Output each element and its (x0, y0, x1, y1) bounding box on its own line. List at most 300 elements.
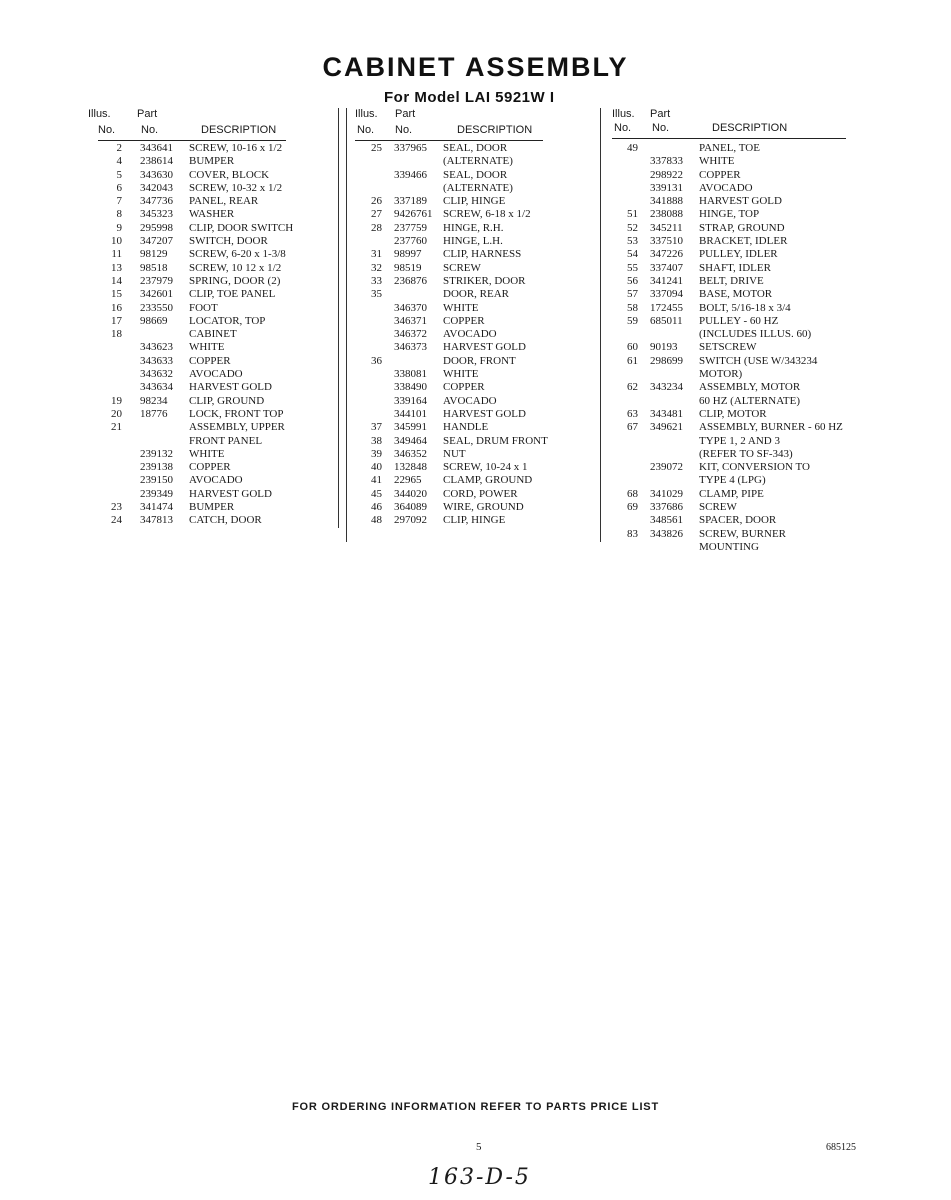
part-row (100, 408, 332, 421)
illus-no: 59 (627, 314, 638, 327)
part-no: 239150 (140, 474, 173, 487)
description: BASE, MOTOR (699, 288, 773, 301)
illus-no: 48 (371, 514, 382, 527)
description: COPPER (443, 314, 485, 327)
part-row (100, 302, 332, 315)
document-code: 685125 (826, 1142, 856, 1153)
description: SWITCH, DOOR (189, 235, 268, 248)
part-no: 337510 (650, 235, 683, 248)
header-part-no: No. (652, 122, 670, 134)
column-divider (338, 108, 339, 528)
header-rule (98, 140, 286, 141)
part-no: 348561 (650, 514, 683, 527)
description: ASSEMBLY, UPPER (189, 421, 285, 434)
description: TYPE 4 (LPG) (699, 474, 766, 487)
description: SCREW, 6-18 x 1/2 (443, 208, 531, 221)
illus-no: 56 (627, 274, 638, 287)
part-row (100, 448, 332, 461)
description: SEAL, DOOR (443, 168, 508, 181)
part-no: 346372 (394, 328, 427, 341)
column-header (355, 108, 595, 142)
description: WASHER (189, 208, 235, 221)
model-subtitle: For Model LAI 5921W I (384, 89, 555, 106)
part-no: 98997 (394, 248, 422, 261)
part-no: 347226 (650, 248, 683, 261)
part-row (100, 435, 332, 448)
part-no: 239349 (140, 487, 173, 500)
column-header (612, 108, 872, 142)
illus-no: 6 (116, 181, 122, 194)
part-row (355, 501, 595, 514)
description: (ALTERNATE) (443, 181, 513, 194)
part-no: 346371 (394, 314, 427, 327)
part-row (612, 501, 872, 514)
description: BOLT, 5/16-18 x 3/4 (699, 301, 791, 314)
part-row (100, 368, 332, 381)
ordering-info: FOR ORDERING INFORMATION REFER TO PARTS PRICE LIST (292, 1101, 659, 1113)
part-row (355, 395, 595, 408)
part-no: 298699 (650, 354, 683, 367)
part-row (612, 142, 872, 155)
description: AVOCADO (189, 368, 243, 381)
part-row (100, 395, 332, 408)
part-no: 343633 (140, 354, 173, 367)
part-row (355, 182, 595, 195)
description: CATCH, DOOR (189, 514, 262, 527)
part-row (355, 381, 595, 394)
illus-no: 27 (371, 208, 382, 221)
part-no: 343234 (650, 381, 683, 394)
description: HINGE, TOP (699, 208, 760, 221)
description: WIRE, GROUND (443, 501, 524, 514)
part-row (100, 142, 332, 155)
part-row (612, 381, 872, 394)
description: CLIP, GROUND (189, 394, 265, 407)
part-row (355, 368, 595, 381)
description: SPRING, DOOR (2) (189, 274, 281, 287)
part-row (100, 474, 332, 487)
description: HARVEST GOLD (699, 195, 782, 208)
description: SHAFT, IDLER (699, 261, 771, 274)
illus-no: 16 (111, 301, 122, 314)
description: SCREW, 10-24 x 1 (443, 461, 528, 474)
part-row (612, 208, 872, 221)
illus-no: 25 (371, 142, 382, 154)
description: WHITE (189, 341, 225, 354)
part-row (355, 474, 595, 487)
part-row (100, 328, 332, 341)
part-no: 338490 (394, 381, 427, 394)
part-row (100, 222, 332, 235)
description: (REFER TO SF-343) (699, 447, 793, 460)
part-row (100, 195, 332, 208)
description: HARVEST GOLD (189, 381, 272, 394)
header-rule (612, 138, 846, 139)
part-no: 349464 (394, 434, 427, 447)
illus-no: 18 (111, 328, 122, 341)
part-no: 295998 (140, 221, 173, 234)
description: BRACKET, IDLER (699, 235, 788, 248)
description: SWITCH (USE W/343234 (699, 354, 818, 367)
header-illus: Illus. (88, 108, 111, 120)
parts-rows (612, 142, 872, 554)
part-no: 98129 (140, 248, 168, 261)
illus-no: 51 (627, 208, 638, 221)
part-row (355, 222, 595, 235)
header-illus: Illus. (612, 108, 635, 120)
illus-no: 26 (371, 195, 382, 208)
part-no: 337407 (650, 261, 683, 274)
description: (ALTERNATE) (443, 155, 513, 168)
illus-no: 69 (627, 501, 638, 514)
part-no: 98669 (140, 314, 168, 327)
description: SCREW, 10-32 x 1/2 (189, 181, 283, 194)
illus-no: 4 (116, 155, 122, 168)
description: CLIP, TOE PANEL (189, 288, 276, 301)
part-row (612, 395, 872, 408)
part-row (355, 275, 595, 288)
part-row (355, 208, 595, 221)
part-no: 339131 (650, 181, 683, 194)
illus-no: 28 (371, 221, 382, 234)
part-no: 343630 (140, 168, 173, 181)
description: WHITE (699, 155, 735, 168)
description: DOOR, REAR (443, 288, 510, 301)
description: MOUNTING (699, 540, 759, 553)
description: HANDLE (443, 421, 489, 434)
part-row (612, 461, 872, 474)
part-row (612, 155, 872, 168)
description: KIT, CONVERSION TO (699, 461, 810, 474)
description: WHITE (443, 368, 479, 381)
part-row (355, 142, 595, 155)
description: CLIP, MOTOR (699, 407, 767, 420)
illus-no: 54 (627, 248, 638, 261)
part-no: 342043 (140, 181, 173, 194)
illus-no: 11 (111, 248, 122, 261)
illus-no: 83 (627, 527, 638, 540)
part-row (100, 341, 332, 354)
description: HARVEST GOLD (189, 487, 272, 500)
illus-no: 36 (371, 354, 382, 367)
description: SETSCREW (699, 341, 757, 354)
illus-no: 40 (371, 461, 382, 474)
description: HARVEST GOLD (443, 407, 526, 420)
part-row (100, 355, 332, 368)
description: SCREW, 10-16 x 1/2 (189, 142, 283, 154)
illus-no: 68 (627, 487, 638, 500)
part-row (612, 474, 872, 487)
description: PULLEY - 60 HZ (699, 314, 779, 327)
part-row (612, 262, 872, 275)
header-part: Part (650, 108, 671, 120)
part-row (355, 355, 595, 368)
part-row (355, 435, 595, 448)
illus-no: 37 (371, 421, 382, 434)
part-no: 337189 (394, 195, 427, 208)
part-no: 298922 (650, 168, 683, 181)
illus-no: 7 (116, 195, 122, 208)
part-row (612, 514, 872, 527)
part-row (355, 315, 595, 328)
description: 60 HZ (ALTERNATE) (699, 394, 801, 407)
part-no: 685011 (650, 314, 683, 327)
header-part: Part (395, 108, 416, 120)
part-no: 9426761 (394, 208, 433, 221)
part-row (100, 208, 332, 221)
part-row (100, 501, 332, 514)
part-row (355, 248, 595, 261)
part-row (612, 448, 872, 461)
illus-no: 45 (371, 487, 382, 500)
part-row (100, 514, 332, 527)
part-row (355, 488, 595, 501)
part-no: 339164 (394, 394, 427, 407)
part-no: 343826 (650, 527, 683, 540)
illus-no: 9 (116, 221, 122, 234)
parts-rows (100, 142, 332, 528)
description: TYPE 1, 2 AND 3 (699, 434, 780, 447)
part-no: 172455 (650, 301, 683, 314)
part-no: 344101 (394, 407, 427, 420)
description: SCREW (699, 501, 737, 514)
part-no: 344020 (394, 487, 427, 500)
part-row (612, 182, 872, 195)
part-row (100, 421, 332, 434)
part-no: 339466 (394, 168, 427, 181)
illus-no: 10 (111, 235, 122, 248)
description: HINGE, R.H. (443, 221, 504, 234)
part-no: 343623 (140, 341, 173, 354)
illus-no: 5 (116, 168, 122, 181)
part-row (355, 448, 595, 461)
part-no: 341474 (140, 501, 173, 514)
part-no: 239072 (650, 461, 683, 474)
part-no: 343632 (140, 368, 173, 381)
header-part-no: No. (141, 124, 159, 136)
description: AVOCADO (443, 328, 497, 341)
description: BELT, DRIVE (699, 274, 764, 287)
part-no: 341029 (650, 487, 683, 500)
illus-no: 57 (627, 288, 638, 301)
illus-no: 60 (627, 341, 638, 354)
part-row (612, 328, 872, 341)
header-description: DESCRIPTION (457, 124, 533, 136)
part-no: 297092 (394, 514, 427, 527)
header-illus: Illus. (355, 108, 378, 120)
illus-no: 14 (111, 274, 122, 287)
part-row (355, 341, 595, 354)
illus-no: 41 (371, 474, 382, 487)
description: CLIP, HINGE (443, 514, 506, 527)
part-row (612, 541, 872, 554)
description: SEAL, DRUM FRONT (443, 434, 548, 447)
part-row (612, 408, 872, 421)
description: SCREW, BURNER (699, 527, 787, 540)
part-no: 238614 (140, 155, 173, 168)
description: SEAL, DOOR (443, 142, 508, 154)
description: CLAMP, GROUND (443, 474, 533, 487)
description: FRONT PANEL (189, 434, 263, 447)
part-row (612, 435, 872, 448)
part-no: 343641 (140, 142, 173, 154)
description: BUMPER (189, 501, 235, 514)
part-row (100, 288, 332, 301)
part-row (355, 421, 595, 434)
part-row (612, 195, 872, 208)
part-row (100, 248, 332, 261)
part-no: 236876 (394, 274, 427, 287)
illus-no: 19 (111, 394, 122, 407)
part-row (355, 155, 595, 168)
part-no: 346352 (394, 447, 427, 460)
column-divider (346, 108, 347, 542)
part-row (355, 235, 595, 248)
header-illus-no: No. (98, 124, 116, 136)
illus-no: 49 (627, 142, 638, 154)
part-row (100, 262, 332, 275)
part-row (100, 488, 332, 501)
part-row (612, 488, 872, 501)
illus-no: 52 (627, 221, 638, 234)
parts-column-3 (612, 108, 872, 554)
description: AVOCADO (699, 181, 753, 194)
part-no: 337965 (394, 142, 427, 154)
part-no: 337833 (650, 155, 683, 168)
illus-no: 23 (111, 501, 122, 514)
description: LOCK, FRONT TOP (189, 407, 284, 420)
part-no: 338081 (394, 368, 427, 381)
part-row (612, 421, 872, 434)
part-no: 345991 (394, 421, 427, 434)
description: HINGE, L.H. (443, 235, 503, 248)
part-row (100, 275, 332, 288)
description: MOTOR) (699, 368, 743, 381)
illus-no: 24 (111, 514, 122, 527)
column-divider (600, 108, 601, 542)
header-part-no: No. (395, 124, 413, 136)
part-row (355, 288, 595, 301)
part-no: 22965 (394, 474, 422, 487)
part-no: 342601 (140, 288, 173, 301)
part-no: 341888 (650, 195, 683, 208)
description: PANEL, REAR (189, 195, 259, 208)
description: NUT (443, 447, 466, 460)
description: WHITE (443, 301, 479, 314)
part-no: 98519 (394, 261, 422, 274)
illus-no: 63 (627, 407, 638, 420)
description: COPPER (699, 168, 741, 181)
part-row (612, 302, 872, 315)
illus-no: 61 (627, 354, 638, 367)
part-row (355, 302, 595, 315)
part-no: 337686 (650, 501, 683, 514)
part-no: 239138 (140, 461, 173, 474)
description: COPPER (189, 461, 231, 474)
description: CORD, POWER (443, 487, 518, 500)
illus-no: 39 (371, 447, 382, 460)
header-description: DESCRIPTION (201, 124, 277, 136)
illus-no: 53 (627, 235, 638, 248)
part-row (612, 222, 872, 235)
description: STRAP, GROUND (699, 221, 785, 234)
illus-no: 17 (111, 314, 122, 327)
part-no: 341241 (650, 274, 683, 287)
part-no: 132848 (394, 461, 427, 474)
part-row (100, 235, 332, 248)
description: CLAMP, PIPE (699, 487, 764, 500)
description: COVER, BLOCK (189, 168, 270, 181)
part-row (355, 328, 595, 341)
description: AVOCADO (443, 394, 497, 407)
part-no: 345323 (140, 208, 173, 221)
part-no: 347736 (140, 195, 173, 208)
part-no: 18776 (140, 407, 168, 420)
part-row (355, 514, 595, 527)
part-no: 90193 (650, 341, 678, 354)
description: ASSEMBLY, MOTOR (699, 381, 801, 394)
description: DOOR, FRONT (443, 354, 516, 367)
part-row (355, 195, 595, 208)
header-part: Part (137, 108, 158, 120)
illus-no: 62 (627, 381, 638, 394)
header-description: DESCRIPTION (712, 122, 788, 134)
part-no: 98518 (140, 261, 168, 274)
description: HARVEST GOLD (443, 341, 526, 354)
description: BUMPER (189, 155, 235, 168)
illus-no: 35 (371, 288, 382, 301)
description: FOOT (189, 301, 218, 314)
part-row (612, 169, 872, 182)
part-row (612, 368, 872, 381)
part-no: 98234 (140, 394, 168, 407)
part-no: 347207 (140, 235, 173, 248)
illus-no: 21 (111, 421, 122, 434)
part-row (612, 288, 872, 301)
description: SCREW, 10 12 x 1/2 (189, 261, 282, 274)
part-row (100, 315, 332, 328)
part-no: 237979 (140, 274, 173, 287)
part-no: 364089 (394, 501, 427, 514)
description: COPPER (443, 381, 485, 394)
header-illus-no: No. (357, 124, 375, 136)
part-row (612, 235, 872, 248)
page-title: CABINET ASSEMBLY (322, 52, 629, 82)
part-row (100, 461, 332, 474)
description: (INCLUDES ILLUS. 60) (699, 328, 812, 341)
description: ASSEMBLY, BURNER - 60 HZ (699, 421, 843, 434)
part-row (355, 408, 595, 421)
part-no: 345211 (650, 221, 683, 234)
part-row (612, 275, 872, 288)
part-row (355, 461, 595, 474)
part-no: 237759 (394, 221, 427, 234)
parts-rows (355, 142, 595, 528)
part-row (100, 169, 332, 182)
description: SCREW, 6-20 x 1-3/8 (189, 248, 286, 261)
column-header (88, 108, 332, 142)
description: WHITE (189, 447, 225, 460)
description: CLIP, DOOR SWITCH (189, 221, 294, 234)
part-row (355, 169, 595, 182)
part-row (612, 315, 872, 328)
illus-no: 2 (116, 142, 122, 154)
part-no: 347813 (140, 514, 173, 527)
part-row (612, 528, 872, 541)
part-row (100, 381, 332, 394)
illus-no: 67 (627, 421, 638, 434)
description: COPPER (189, 354, 231, 367)
